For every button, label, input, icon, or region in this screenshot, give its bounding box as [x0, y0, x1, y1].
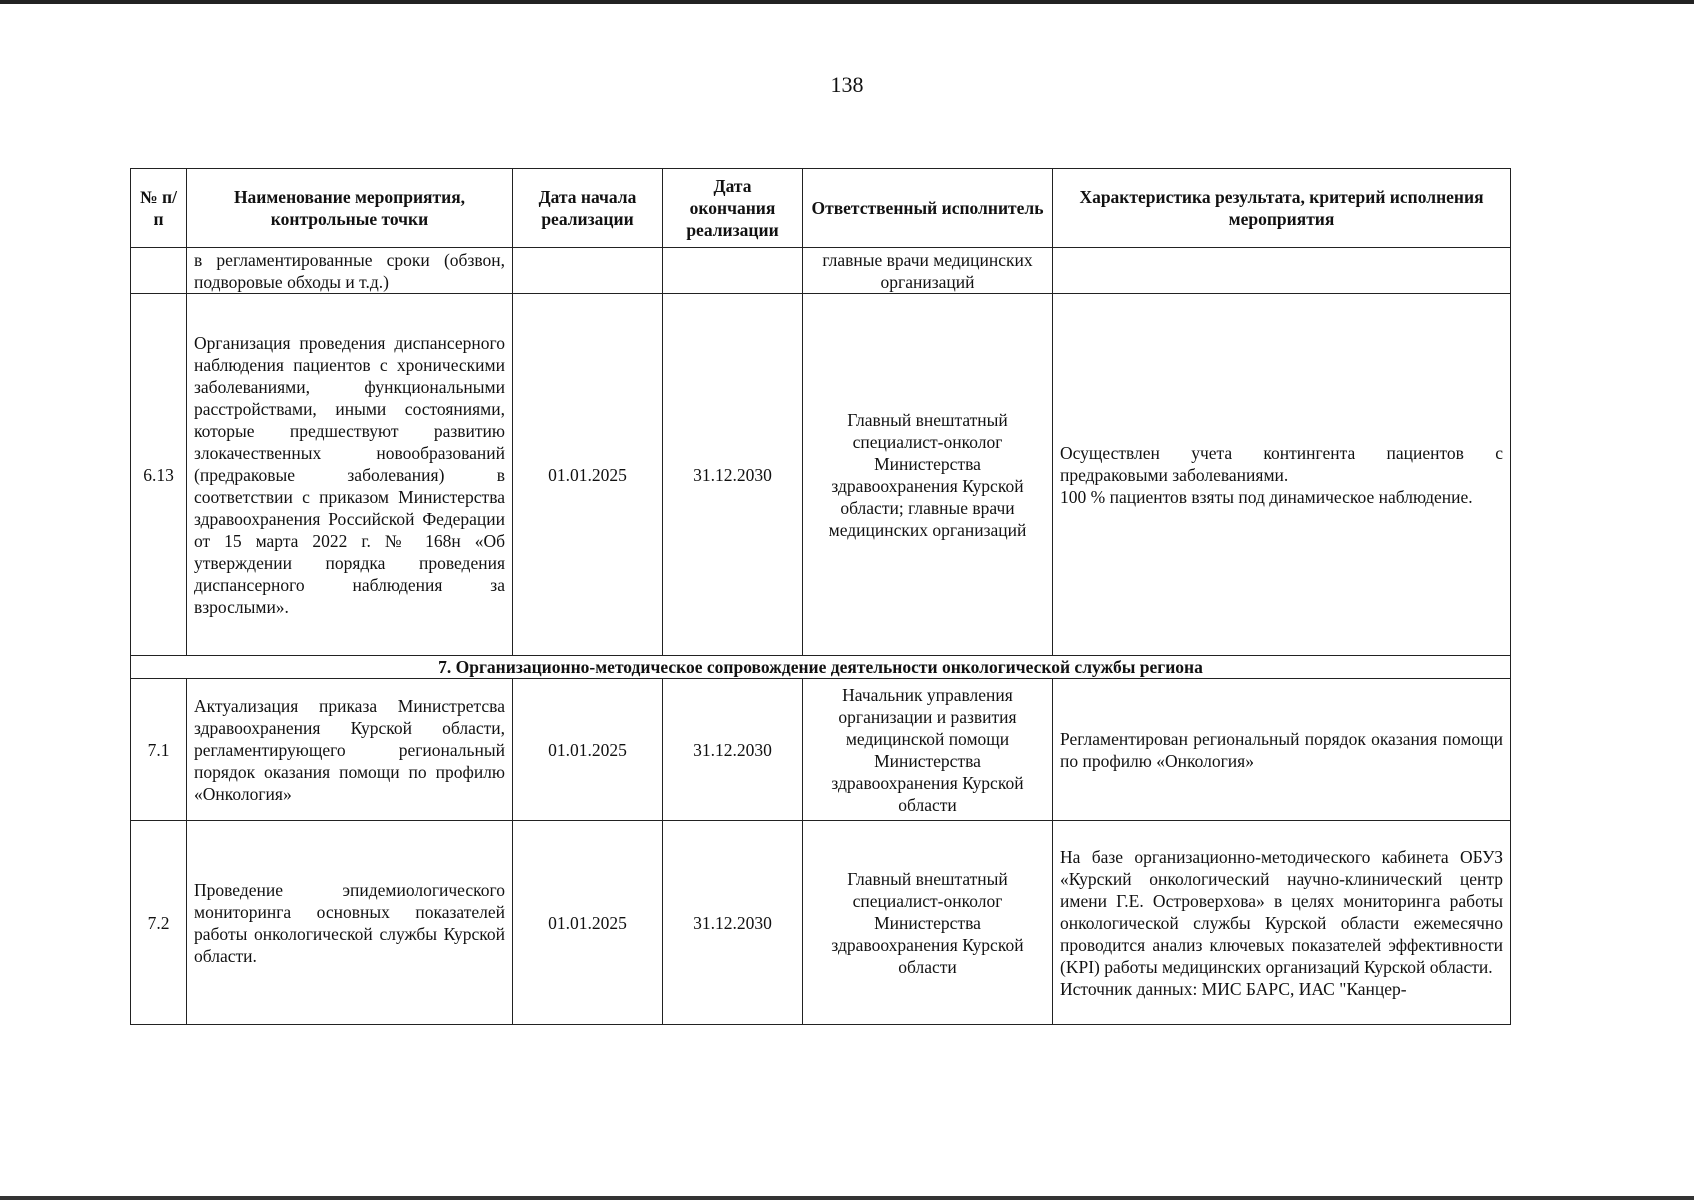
row-num: 7.1 — [131, 679, 187, 821]
row-end-date: 31.12.2030 — [663, 294, 803, 656]
header-result: Характеристика результата, критерий исполнения мероприятия — [1053, 169, 1511, 248]
table-row — [131, 294, 1511, 656]
row-responsible: Начальник управления организации и развития медицинской помощи Министерства здравоохранения Курской области — [803, 679, 1053, 821]
table-row — [131, 248, 1511, 294]
result-line: 100 % пациентов взяты под динамическое наблюдение. — [1060, 486, 1473, 507]
header-end-date: Дата окончания реализации — [663, 169, 803, 248]
row-result — [1053, 294, 1511, 656]
row-num: 7.2 — [131, 821, 187, 1025]
page-number: 138 — [830, 72, 864, 97]
row-start-date: 01.01.2025 — [513, 821, 663, 1025]
result-line: На базе организационно-методического кабинета ОБУЗ «Курский онкологический научно-клинический центр имени Г.Е. Островерхова» в целях мониторинга работы онкологической службы Курской области ежемесячно проводится анализ ключевых показателей эффективности (KPI) работы медицинских организаций Курской области. — [1060, 846, 1503, 977]
header-num: № п/п — [131, 169, 187, 248]
header-name: Наименование мероприятия, контрольные точки — [187, 169, 513, 248]
result-line: Осуществлен учета контингента пациентов с предраковыми заболеваниями. — [1060, 442, 1503, 485]
row-start-date — [513, 248, 663, 294]
row-responsible: Главный внештатный специалист-онколог Министерства здравоохранения Курской области — [803, 821, 1053, 1025]
result-line: Источник данных: МИС БАРС, ИАС "Канцер- — [1060, 978, 1407, 999]
table-row — [131, 821, 1511, 1025]
header-start-date: Дата начала реализации — [513, 169, 663, 248]
row-result — [1053, 248, 1511, 294]
row-responsible: Главный внештатный специалист-онколог Министерства здравоохранения Курской области; главные врачи медицинских организаций — [803, 294, 1053, 656]
table-header-row — [131, 169, 1511, 248]
row-start-date: 01.01.2025 — [513, 679, 663, 821]
row-name: в регламентированные сроки (обзвон, подворовые обходы и т.д.) — [187, 248, 513, 294]
row-name: Актуализация приказа Министретсва здравоохранения Курской области, регламентирующего региональный порядок оказания помощи по профилю «Онкология» — [187, 679, 513, 821]
table-row — [131, 679, 1511, 821]
header-responsible: Ответственный исполнитель — [803, 169, 1053, 248]
section-row — [131, 656, 1511, 679]
row-responsible: главные врачи медицинских организаций — [803, 248, 1053, 294]
section-title: 7. Организационно-методическое сопровождение деятельности онкологической службы региона — [131, 656, 1511, 679]
row-end-date: 31.12.2030 — [663, 821, 803, 1025]
row-start-date: 01.01.2025 — [513, 294, 663, 656]
row-num: 6.13 — [131, 294, 187, 656]
row-end-date — [663, 248, 803, 294]
scan-top-border — [0, 0, 1694, 4]
row-result — [1053, 821, 1511, 1025]
row-result: Регламентирован региональный порядок оказания помощи по профилю «Онкология» — [1053, 679, 1511, 821]
activities-table — [130, 168, 1511, 1025]
scan-bottom-border — [0, 1196, 1694, 1200]
row-end-date: 31.12.2030 — [663, 679, 803, 821]
row-name: Организация проведения диспансерного наблюдения пациентов с хроническими заболеваниями, функциональными расстройствами, иными состояниями, которые предшествуют развитию злокачественных новообразований (предраковые заболевания) в соответствии с приказом Министерства здравоохранения Российской Федерации от 15 марта 2022 г. № 168н «Об утверждении порядка проведения диспансерного наблюдения за взрослыми». — [187, 294, 513, 656]
row-name: Проведение эпидемиологического мониторинга основных показателей работы онкологической службы Курской области. — [187, 821, 513, 1025]
row-num — [131, 248, 187, 294]
